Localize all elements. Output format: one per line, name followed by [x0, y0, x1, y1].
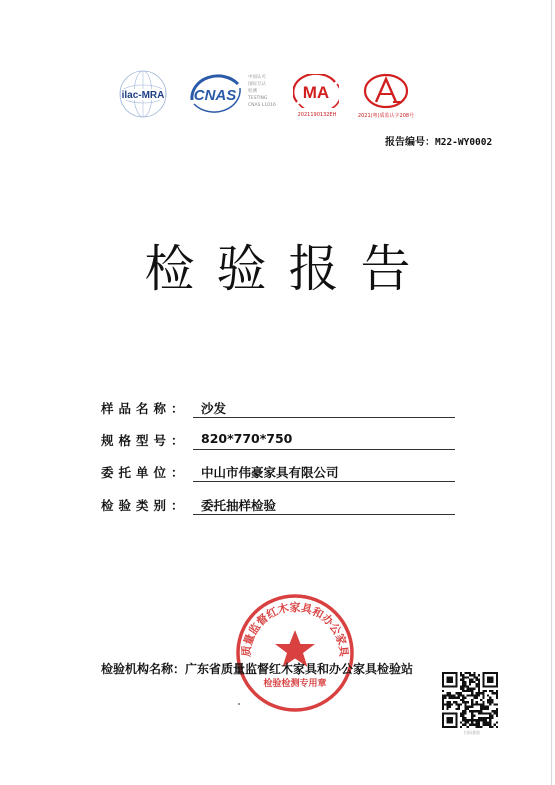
field-underline: [193, 481, 455, 482]
ilac-mra-logo: [114, 68, 172, 120]
qr-code: [442, 672, 498, 728]
page-edge: [551, 0, 552, 785]
field-label-text: 检验类别: [101, 498, 172, 513]
cma-number: 2021190132EH: [297, 112, 337, 118]
field-colon: ：: [171, 433, 184, 448]
field-colon: ：: [171, 401, 184, 416]
cnas-side-line: TESTING: [248, 96, 268, 101]
seal-center-text: 检验检测专用章: [263, 679, 327, 689]
field-label-text: 样品名称: [101, 401, 172, 416]
cnas-side-line: 检测: [248, 89, 257, 94]
field-label-text: 委托单位: [101, 465, 172, 480]
seal-ring-text: 质量监督红木家具和办公家具: [239, 601, 351, 658]
field-value-sample-name: 沙发: [201, 401, 227, 416]
field-label-text: 规格型号: [101, 433, 172, 448]
field-row-sample-name: [101, 397, 461, 419]
field-row-client: [101, 461, 461, 483]
field-value-client: 中山市伟豪家具有限公司: [201, 465, 339, 480]
testing-institution: [101, 660, 413, 677]
cal-logo: [362, 72, 410, 110]
institution-label: 检验机构名称：: [101, 662, 186, 676]
cnas-side-text: [248, 74, 290, 109]
qr-caption: 扫码查验: [464, 730, 480, 735]
field-colon: ：: [171, 465, 184, 480]
cnas-logo-text: CNAS: [193, 87, 237, 104]
cnas-side-line: 国际互认: [248, 82, 266, 87]
report-number: [385, 133, 492, 148]
stray-mark: [238, 703, 240, 705]
institution-value: 广东省质量监督红木家具和办公家具检验站: [185, 662, 414, 676]
ilac-mra-logo-text: ilac-MRA: [121, 90, 165, 101]
field-label: [101, 399, 187, 417]
document-title: 检验报告: [144, 240, 433, 298]
field-colon: ：: [171, 498, 184, 513]
cnas-side-line: CNAS L1016: [248, 103, 276, 108]
field-label: [101, 431, 187, 449]
cnas-logo: [184, 70, 246, 116]
field-underline: [193, 514, 455, 515]
cma-logo-text: MA: [302, 83, 330, 102]
cma-logo: [293, 74, 339, 108]
field-underline: [193, 449, 455, 450]
field-underline: [193, 417, 455, 418]
cal-number: 2021(粤)质监认字208号: [357, 113, 415, 119]
cnas-side-line: 中国认可: [248, 75, 266, 80]
field-value-model: 820*770*750: [201, 431, 293, 446]
field-row-test-type: [101, 494, 461, 516]
official-seal: [232, 590, 358, 716]
field-label: [101, 463, 187, 481]
field-row-model: [101, 429, 461, 451]
report-number-value: M22-WY0002: [435, 137, 493, 148]
field-value-test-type: 委托抽样检验: [201, 498, 277, 513]
report-number-label: 报告编号：: [385, 137, 435, 148]
field-label: [101, 496, 187, 514]
